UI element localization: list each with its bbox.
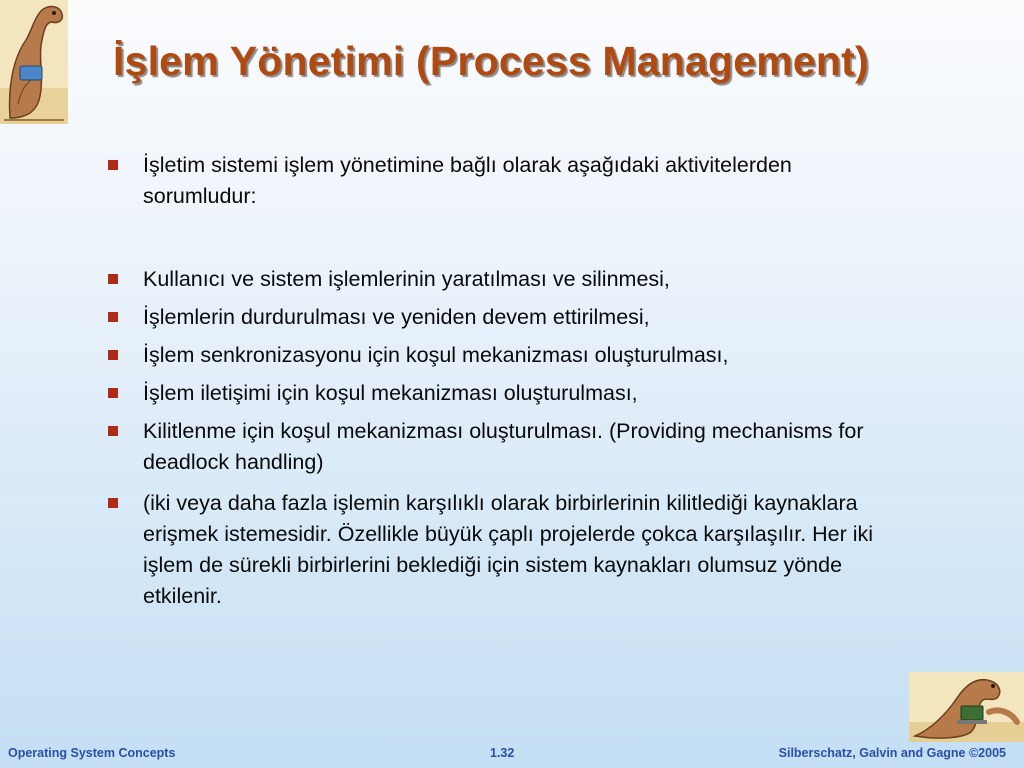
square-bullet-icon (108, 388, 118, 398)
bullet-text: Kullanıcı ve sistem işlemlerinin yaratılması ve silinmesi, (143, 267, 670, 291)
square-bullet-icon (108, 312, 118, 322)
bullet-item (107, 416, 897, 478)
bullet-text: İşlem iletişimi için koşul mekanizması oluşturulması, (143, 381, 638, 405)
square-bullet-icon (108, 498, 118, 508)
slide-title: İşlem Yönetimi (Process Management) (113, 38, 869, 84)
square-bullet-icon (108, 160, 118, 170)
bullet-list (107, 150, 897, 612)
footer-slide-number: 1.32 (490, 746, 515, 760)
bullet-item (107, 340, 897, 371)
dinosaur-logo-icon (0, 0, 68, 124)
square-bullet-icon (108, 350, 118, 360)
bullet-item (107, 378, 897, 409)
bullet-item (107, 488, 897, 612)
bullet-item (107, 302, 897, 333)
bullet-text: (iki veya daha fazla işlemin karşılıklı olarak birbirlerinin kilitlediği kaynaklara erişmek istemesidir. Özellikle büyük çaplı projelerde çokca karşılaşılır. Her iki işlem de sürekli birbirlerini beklediği için sistem kaynakları olumsuz yönde etkilenir. (143, 491, 874, 608)
footer-copyright: Silberschatz, Galvin and Gagne ©2005 (778, 746, 1006, 760)
square-bullet-icon (108, 426, 118, 436)
bullet-text: Kilitlenme için koşul mekanizması oluşturulması. (Providing mechanisms for deadlock handling) (143, 419, 864, 474)
dinosaur-laptop-icon (909, 672, 1024, 742)
bullet-text: İşlem senkronizasyonu için koşul mekanizması oluşturulması, (143, 343, 729, 367)
footer-course-title: Operating System Concepts (8, 746, 176, 760)
bullet-text: İşletim sistemi işlem yönetimine bağlı olarak aşağıdaki aktivitelerden sorumludur: (143, 153, 792, 208)
bullet-text: İşlemlerin durdurulması ve yeniden devem ettirilmesi, (143, 305, 650, 329)
bullet-item (107, 150, 897, 212)
square-bullet-icon (108, 274, 118, 284)
bullet-item (107, 264, 897, 295)
